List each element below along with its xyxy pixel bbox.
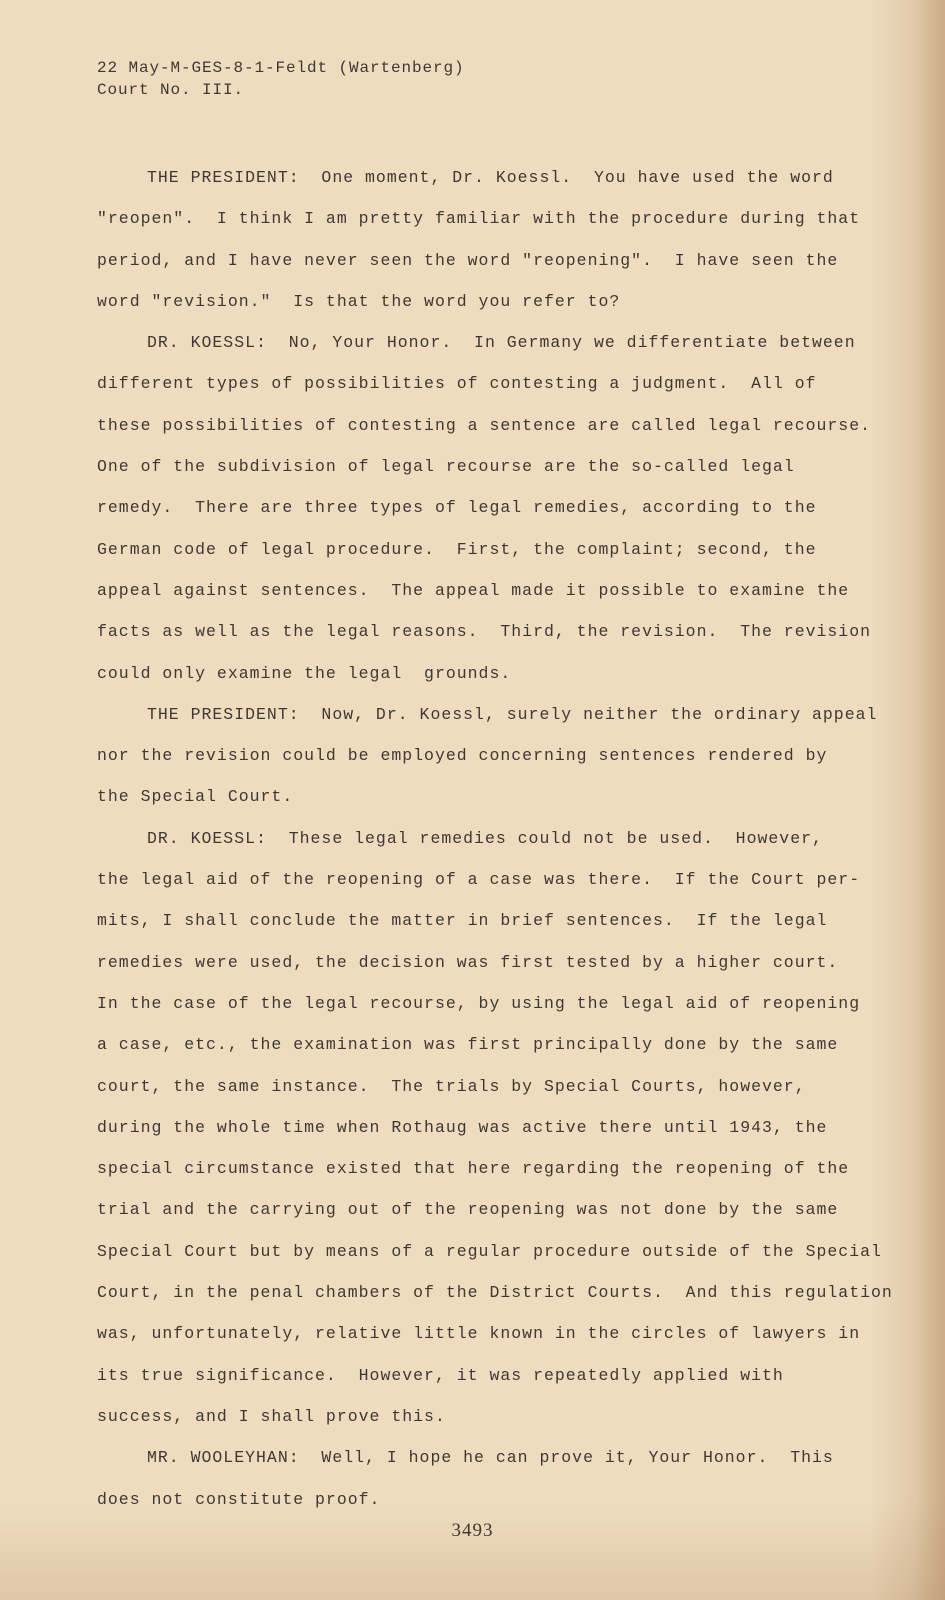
text-line: DR. KOESSL: No, Your Honor. In Germany we differentiate between bbox=[147, 333, 856, 353]
text-line: different types of possibilities of contesting a judgment. All of bbox=[97, 374, 817, 394]
text-line: could only examine the legal grounds. bbox=[97, 663, 512, 683]
paragraph-president-followup bbox=[97, 694, 878, 818]
paragraph-koessl-answer bbox=[97, 322, 872, 694]
text-line: remedy. There are three types of legal remedies, according to the bbox=[97, 498, 817, 518]
text-line: success, and I shall prove this. bbox=[97, 1406, 446, 1426]
text-line: court, the same instance. The trials by Special Courts, however, bbox=[97, 1076, 806, 1096]
text-line: period, and I have never seen the word "reopening". I have seen the bbox=[97, 250, 839, 270]
text-line: does not constitute proof. bbox=[97, 1489, 381, 1509]
text-line: THE PRESIDENT: Now, Dr. Koessl, surely neither the ordinary appeal bbox=[147, 704, 878, 724]
text-line: DR. KOESSL: These legal remedies could not be used. However, bbox=[147, 828, 823, 848]
text-line: remedies were used, the decision was first tested by a higher court. bbox=[97, 952, 839, 972]
text-line: nor the revision could be employed concerning sentences rendered by bbox=[97, 746, 828, 766]
paragraph-wooleyhan-reply bbox=[97, 1437, 857, 1520]
text-line: One of the subdivision of legal recourse are the so-called legal bbox=[97, 457, 795, 477]
paragraph-president-question bbox=[97, 157, 861, 322]
header-reference: 22 May-M-GES-8-1-Feldt (Wartenberg) bbox=[97, 59, 465, 77]
text-line: "reopen". I think I am pretty familiar with the procedure during that bbox=[97, 209, 861, 229]
header-court: Court No. III. bbox=[97, 81, 245, 99]
document-header bbox=[97, 57, 465, 101]
text-line: In the case of the legal recourse, by using the legal aid of reopening bbox=[97, 993, 861, 1013]
text-line: these possibilities of contesting a sentence are called legal recourse. bbox=[97, 415, 872, 435]
page-number: 3493 bbox=[451, 1520, 494, 1541]
text-line: Special Court but by means of a regular procedure outside of the Special bbox=[97, 1241, 882, 1261]
text-line: THE PRESIDENT: One moment, Dr. Koessl. You have used the word bbox=[147, 168, 834, 187]
text-line: the legal aid of the reopening of a case was there. If the Court per- bbox=[97, 870, 861, 890]
text-line: trial and the carrying out of the reopening was not done by the same bbox=[97, 1200, 839, 1220]
text-line: German code of legal procedure. First, the complaint; second, the bbox=[97, 539, 817, 559]
text-line: its true significance. However, it was repeatedly applied with bbox=[97, 1365, 784, 1385]
page-edge-shading bbox=[915, 0, 945, 1600]
transcript-body bbox=[97, 157, 893, 1520]
text-line: special circumstance existed that here regarding the reopening of the bbox=[97, 1159, 850, 1179]
text-line: during the whole time when Rothaug was active there until 1943, the bbox=[97, 1117, 828, 1137]
text-line: word "revision." Is that the word you refer to? bbox=[97, 291, 621, 311]
text-line: appeal against sentences. The appeal made it possible to examine the bbox=[97, 580, 850, 600]
text-line: MR. WOOLEYHAN: Well, I hope he can prove it, Your Honor. This bbox=[147, 1448, 834, 1468]
paragraph-koessl-explanation bbox=[97, 818, 893, 1437]
text-line: Court, in the penal chambers of the District Courts. And this regulation bbox=[97, 1283, 893, 1303]
text-line: a case, etc., the examination was first principally done by the same bbox=[97, 1035, 839, 1055]
text-line: facts as well as the legal reasons. Third, the revision. The revision bbox=[97, 622, 872, 642]
text-line: the Special Court. bbox=[97, 787, 294, 807]
text-line: mits, I shall conclude the matter in brief sentences. If the legal bbox=[97, 911, 828, 931]
text-line: was, unfortunately, relative little known in the circles of lawyers in bbox=[97, 1324, 861, 1344]
